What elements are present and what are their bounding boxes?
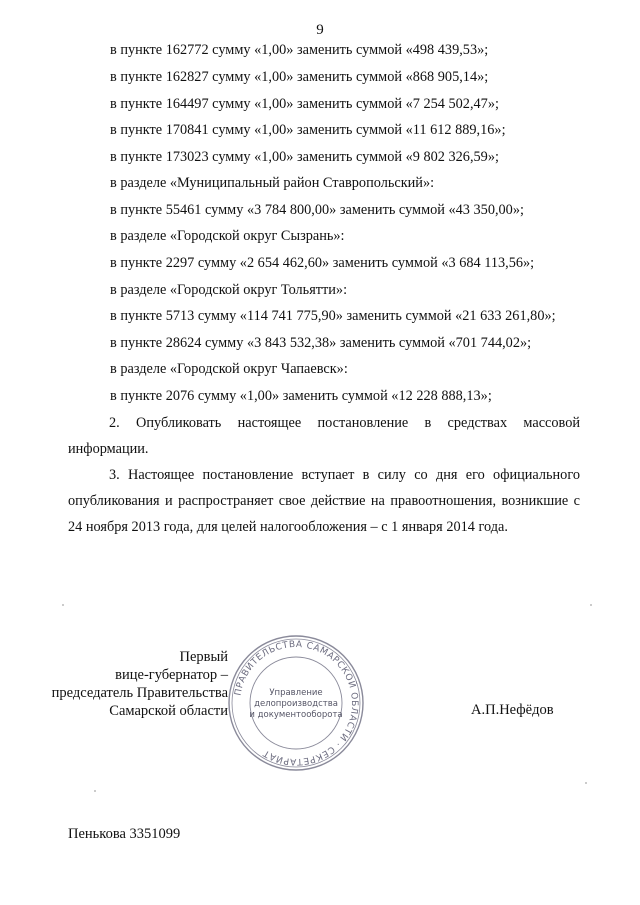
contact-info: Пенькова 3351099: [68, 826, 181, 842]
amendment-line: в пункте 2076 сумму «1,00» заменить суммой «12 228 888,13»;: [110, 388, 492, 404]
amendment-line: в пункте 162772 сумму «1,00» заменить суммой «498 439,53»;: [110, 42, 489, 58]
amendment-line: в пункте 5713 сумму «114 741 775,90» заменить суммой «21 633 261,80»;: [110, 308, 556, 324]
stamp-center-line: Управление: [269, 688, 323, 698]
signer-name: А.П.Нефёдов: [471, 702, 554, 718]
official-stamp: [226, 633, 366, 773]
page-number: 9: [316, 22, 324, 38]
publication-paragraph-text: 2. Опубликовать настоящее постановление в средствах массовой информации.: [68, 415, 580, 457]
effective-date-paragraph-text: 3. Настоящее постановление вступает в силу со дня его официального опубликования и распространяет свое действие на правоотношения, возникшие с 24 ноября 2013 года, для целей налогообложения – с 1 января 2014 года.: [68, 467, 580, 535]
position-line: вице-губернатор –: [115, 667, 228, 683]
effective-date-paragraph: [68, 462, 580, 540]
position-line: Самарской области: [109, 703, 228, 719]
amendment-line: в пункте 170841 сумму «1,00» заменить суммой «11 612 889,16»;: [110, 122, 506, 138]
scan-dot: [94, 790, 96, 792]
stamp-center-line: и документооборота: [249, 710, 343, 720]
amendment-line: в пункте 162827 сумму «1,00» заменить суммой «868 905,14»;: [110, 69, 489, 85]
scan-dot: [62, 604, 64, 606]
publication-paragraph: [68, 410, 580, 462]
section-heading-line: в разделе «Городской округ Чапаевск»:: [110, 361, 348, 377]
amendment-line: в пункте 173023 сумму «1,00» заменить суммой «9 802 326,59»;: [110, 149, 499, 165]
amendment-line: в пункте 55461 сумму «3 784 800,00» заменить суммой «43 350,00»;: [110, 202, 524, 218]
signature-position-block: [52, 648, 228, 720]
amendment-line: в пункте 164497 сумму «1,00» заменить суммой «7 254 502,47»;: [110, 96, 499, 112]
scan-dot: [590, 604, 592, 606]
stamp-center-line: делопроизводства: [254, 699, 338, 709]
scan-dot: [585, 782, 587, 784]
amendment-line: в пункте 2297 сумму «2 654 462,60» заменить суммой «3 684 113,56»;: [110, 255, 535, 271]
stamp-ring-text: ПРАВИТЕЛЬСТВА САМАРСКОЙ ОБЛАСТИ · СЕКРЕТАРИАТ: [233, 639, 360, 767]
amendment-line: в пункте 28624 сумму «3 843 532,38» заменить суммой «701 744,02»;: [110, 335, 532, 351]
section-heading-line: в разделе «Городской округ Тольятти»:: [110, 282, 348, 298]
section-heading-line: в разделе «Муниципальный район Ставропольский»:: [110, 175, 435, 191]
position-line: председатель Правительства: [51, 685, 228, 701]
section-heading-line: в разделе «Городской округ Сызрань»:: [110, 228, 345, 244]
position-line: Первый: [179, 649, 228, 665]
